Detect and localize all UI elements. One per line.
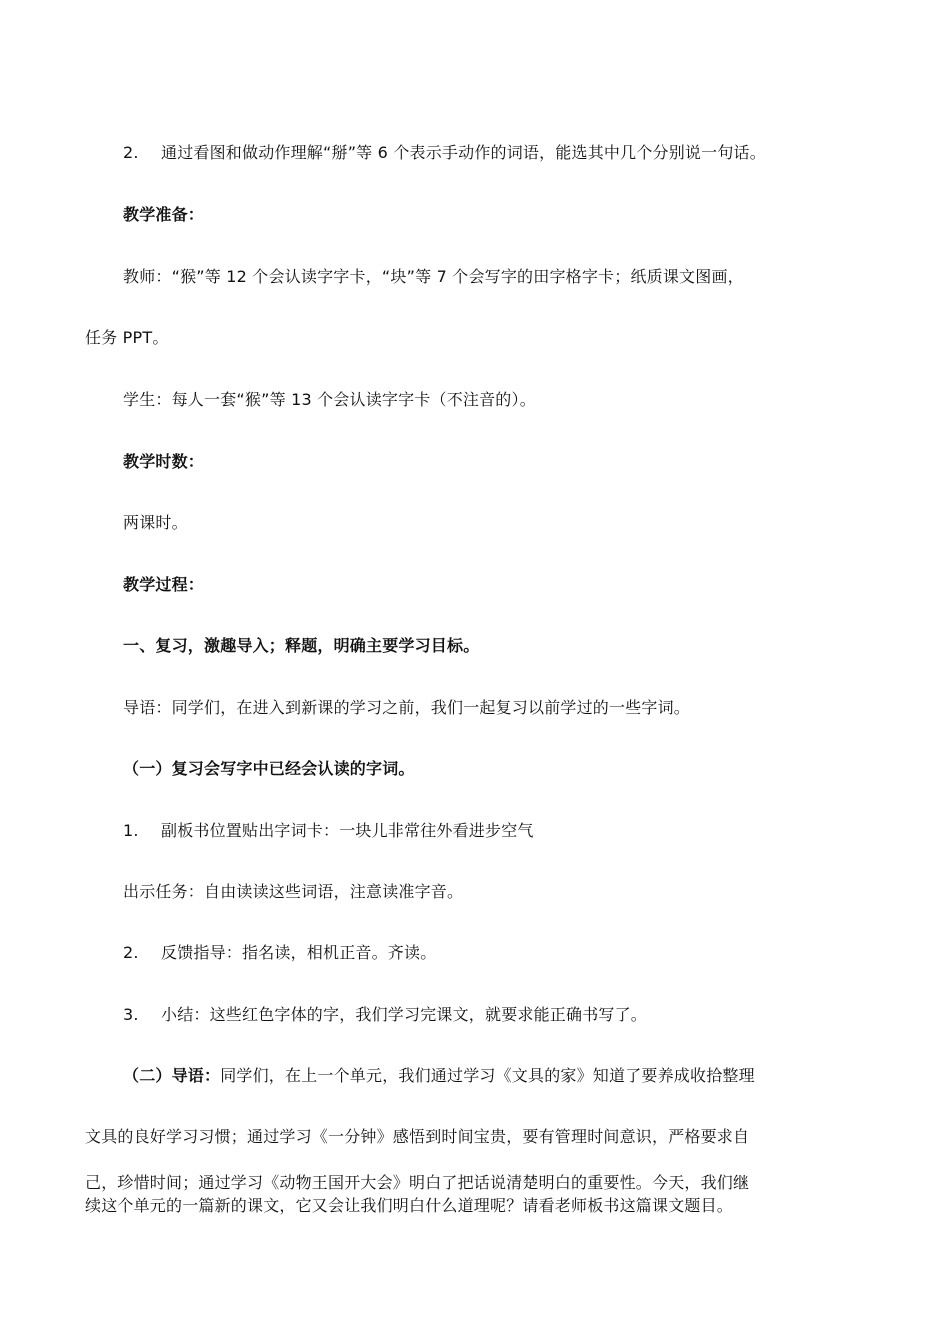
- subsection-2-text: 同学们，在上一个单元，我们通过学习《文具的家》知道了要养成收拾整理: [220, 1066, 755, 1085]
- subsection-2-line-2: 文具的良好学习习惯；通过学习《一分钟》感悟到时间宝贵，要有管理时间意识，严格要求自: [85, 1127, 750, 1146]
- subsection-2-line-1: [123, 1064, 755, 1088]
- subsection-2-label: （二）导语：: [123, 1066, 221, 1085]
- step-text: 反馈指导：指名读，相机正音。齐读。: [161, 943, 437, 962]
- step-text: 副板书位置贴出字词卡：一块儿非常往外看进步空气: [161, 821, 534, 840]
- process-heading: 教学过程：: [123, 575, 205, 594]
- task-text: 出示任务：自由读读这些词语，注意读准字音。: [123, 882, 464, 901]
- step-number: 1.: [123, 821, 139, 840]
- hours-text: 两课时。: [123, 513, 188, 532]
- step-number: 2.: [123, 943, 139, 962]
- section-1-heading: 一、复习，激趣导入；释题，明确主要学习目标。: [123, 636, 480, 655]
- subsection-2-line-3: 己，珍惜时间；通过学习《动物王国开大会》明白了把话说清楚明白的重要性。今天，我们继: [85, 1173, 750, 1192]
- preparation-heading: 教学准备：: [123, 205, 205, 224]
- subsection-1-heading: （一）复习会写字中已经会认读的字词。: [123, 759, 415, 778]
- hours-heading: 教学时数：: [123, 452, 205, 471]
- item-text: 通过看图和做动作理解“掰”等 6 个表示手动作的词语，能选其中几个分别说一句话。: [161, 143, 766, 162]
- step-2: [123, 941, 436, 965]
- step-3: [123, 1003, 647, 1027]
- item-number: 2.: [123, 143, 139, 162]
- step-number: 3.: [123, 1005, 139, 1024]
- intro-text: 导语：同学们，在进入到新课的学习之前，我们一起复习以前学过的一些字词。: [123, 698, 691, 717]
- teacher-prep-line-1: 教师：“猴”等 12 个会认读字字卡，“块”等 7 个会写字的田字格字卡；纸质课文图画，: [123, 267, 744, 286]
- student-prep-line: 学生：每人一套“猴”等 13 个会认读字字卡（不注音的）。: [123, 390, 536, 409]
- teacher-prep-line-2: 任务 PPT。: [85, 328, 169, 347]
- subsection-2-line-4: 续这个单元的一篇新的课文，它又会让我们明白什么道理呢？请看老师板书这篇课文题目。: [85, 1196, 734, 1215]
- step-text: 小结：这些红色字体的字，我们学习完课文，就要求能正确书写了。: [161, 1005, 648, 1024]
- objective-item-2: [123, 141, 766, 165]
- step-1: [123, 819, 534, 843]
